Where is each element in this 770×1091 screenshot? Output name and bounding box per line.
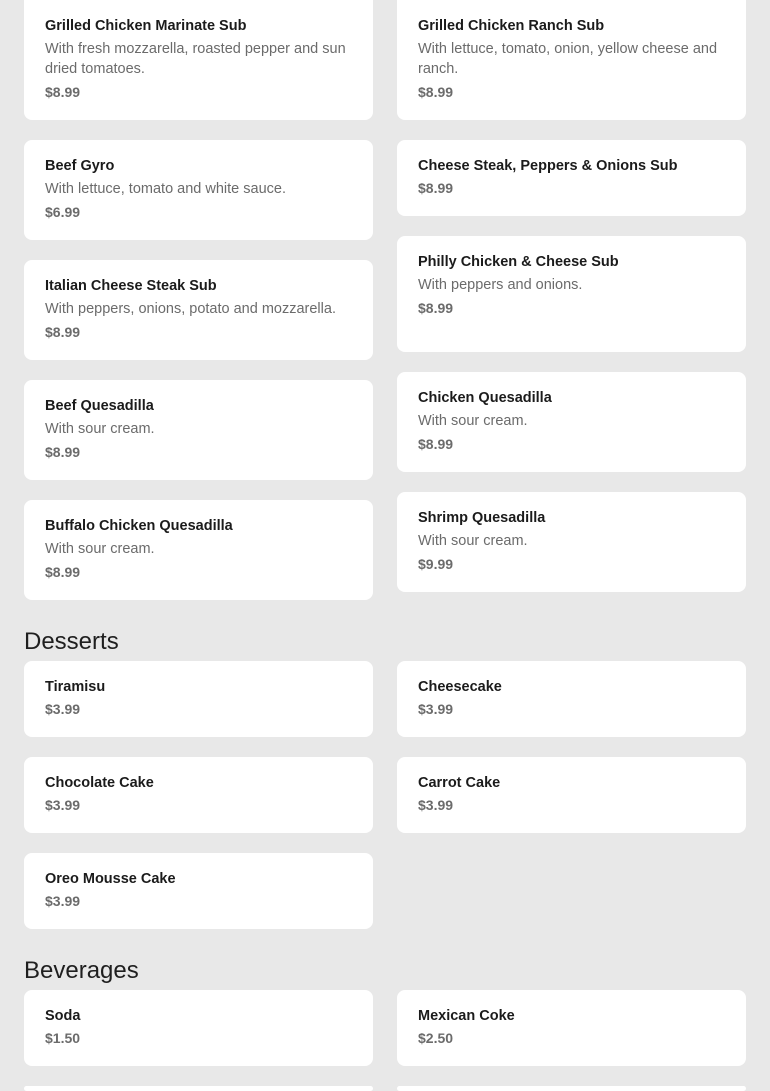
item-price: $3.99 (45, 893, 81, 909)
menu-item-card[interactable] (24, 1086, 373, 1091)
item-price: $3.99 (418, 701, 454, 717)
item-description: With sour cream. (45, 421, 155, 437)
item-price: $8.99 (45, 564, 81, 580)
item-name: Soda (45, 1008, 81, 1024)
menu-item-card[interactable] (397, 236, 746, 352)
item-price: $8.99 (45, 84, 81, 100)
item-name: Shrimp Quesadilla (418, 510, 546, 526)
menu-item-card[interactable] (24, 853, 373, 929)
menu-item-card[interactable] (397, 661, 746, 737)
item-name: Tiramisu (45, 679, 106, 695)
menu-item-card[interactable] (24, 661, 373, 737)
item-description: With peppers and onions. (418, 277, 583, 293)
item-price: $3.99 (45, 701, 81, 717)
item-name: Carrot Cake (418, 775, 501, 791)
item-description: With sour cream. (418, 533, 528, 549)
menu-item-card[interactable] (24, 380, 373, 480)
item-name: Chocolate Cake (45, 775, 154, 791)
item-name: Beef Quesadilla (45, 398, 154, 414)
menu-item-card[interactable] (397, 990, 746, 1066)
item-price: $9.99 (418, 556, 454, 572)
item-name: Beef Gyro (45, 158, 115, 174)
item-description: With lettuce, tomato and white sauce. (45, 181, 286, 197)
section-title-beverages: Beverages (24, 957, 139, 984)
item-name: Grilled Chicken Ranch Sub (418, 18, 605, 34)
item-name: Chicken Quesadilla (418, 390, 552, 406)
item-description: With lettuce, tomato, onion, yellow cheese and ranch. (418, 41, 718, 77)
menu-item-card[interactable] (24, 140, 373, 240)
item-price: $6.99 (45, 204, 81, 220)
item-name: Italian Cheese Steak Sub (45, 278, 217, 294)
item-name: Cheesecake (418, 679, 502, 695)
item-price: $8.99 (418, 436, 454, 452)
item-name: Grilled Chicken Marinate Sub (45, 18, 247, 34)
item-price: $8.99 (45, 324, 81, 340)
item-name: Buffalo Chicken Quesadilla (45, 518, 233, 534)
menu-item-card[interactable] (24, 260, 373, 360)
item-price: $3.99 (418, 797, 454, 813)
menu-item-card[interactable] (397, 0, 746, 120)
menu-item-card[interactable] (397, 492, 746, 592)
item-name: Philly Chicken & Cheese Sub (418, 254, 619, 270)
item-name: Oreo Mousse Cake (45, 871, 176, 887)
menu-item-card[interactable] (24, 500, 373, 600)
menu-item-card[interactable] (397, 1086, 746, 1091)
item-name: Cheese Steak, Peppers & Onions Sub (418, 158, 678, 174)
section-title-desserts: Desserts (24, 628, 119, 655)
item-price: $1.50 (45, 1030, 81, 1046)
menu-item-card[interactable] (397, 757, 746, 833)
menu-item-card[interactable] (24, 990, 373, 1066)
item-description: With fresh mozzarella, roasted pepper and sun dried tomatoes. (45, 41, 346, 77)
item-price: $3.99 (45, 797, 81, 813)
item-price: $8.99 (45, 444, 81, 460)
item-price: $8.99 (418, 180, 454, 196)
item-name: Mexican Coke (418, 1008, 515, 1024)
item-price: $8.99 (418, 84, 454, 100)
menu-item-card[interactable] (397, 372, 746, 472)
item-description: With sour cream. (418, 413, 528, 429)
menu-item-card[interactable] (24, 0, 373, 120)
menu-item-card[interactable] (24, 757, 373, 833)
item-description: With peppers, onions, potato and mozzarella. (45, 301, 336, 317)
item-price: $2.50 (418, 1030, 454, 1046)
item-description: With sour cream. (45, 541, 155, 557)
menu-item-card[interactable] (397, 140, 746, 216)
item-price: $8.99 (418, 300, 454, 316)
